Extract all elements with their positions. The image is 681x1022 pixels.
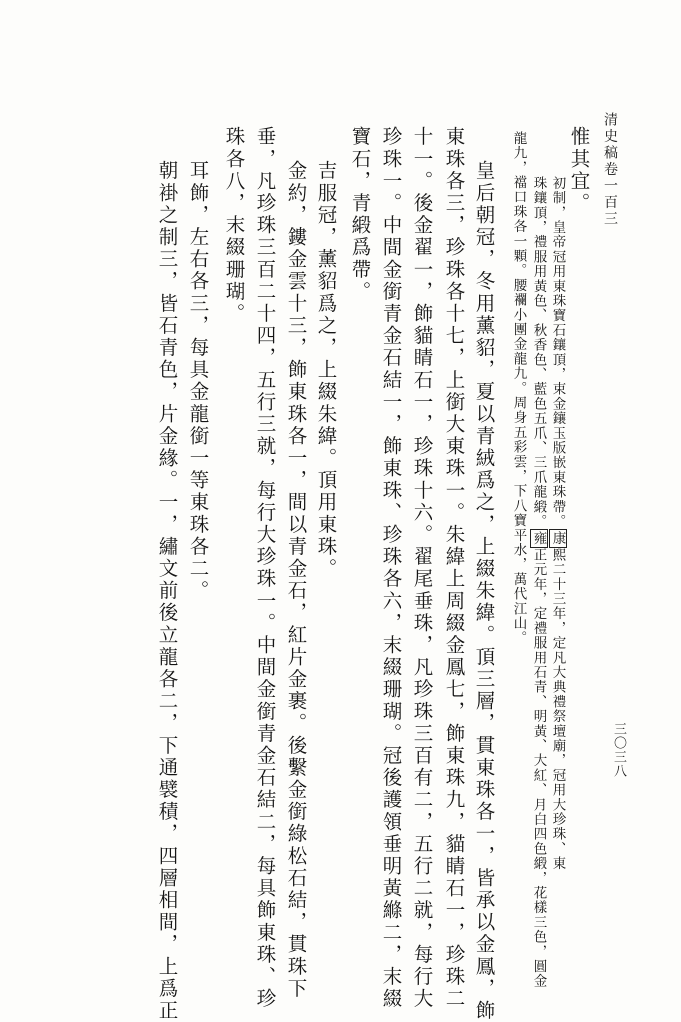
annotation-text: 初制，皇帝冠用東珠寶石鑲頂，束金鑲玉版嵌東珠帶。 [549,176,566,529]
annotation-text-continued: 熙二十三年，定凡大典禮祭壇廟，冠用大珍珠、東 [549,547,566,871]
text-column-1: 惟其宜。 [567,126,591,215]
page-number: 三〇三八 [611,722,626,778]
text-column-14: 耳飾，左右各三，每具金龍銜一等東珠各二。 [186,160,210,602]
text-column-7: 十一。後金翟一，飾貓睛石一，珍珠十六。翟尾垂珠，凡珍珠三百有二，五行二就，每行大 [410,126,434,1010]
boxed-character: 康 [549,530,566,546]
text-column-2 [550,176,564,871]
text-column-15: 朝褂之制三，皆石青色，片金緣。一，繡文前後立龍各二，下通襞積，四層相間，上爲正 [155,160,179,1022]
page-header: 清史稿卷一百三 [602,112,618,228]
text-column-3 [531,176,545,989]
text-column-12: 垂，凡珍珠三百二十四，五行三就，每行大珍珠一。中間金銜青金石結二，每具飾東珠、珍 [253,126,277,1010]
text-column-8: 珍珠一。中間金銜青金石結一，飾東珠、珍珠各六，末綴珊瑚。冠後護領垂明黃縧二，末綴 [379,126,403,1010]
text-column-13: 珠各八，末綴珊瑚。 [222,126,246,325]
text-column-6: 東珠各三，珍珠各十七，上銜大東珠一。朱緯上周綴金鳳七，飾東珠九，貓睛石一，珍珠二 [442,126,466,1010]
text-column-4: 龍九，襠口珠各一顆。腰襴小團金龍九。周身五彩雲，下八寶平水，萬代江山。 [510,131,527,646]
annotation-text-continued: 正元年，定禮服用石青、明黃、大紅、月白四色緞，花樣三色，圓金 [530,547,547,989]
text-column-5: 皇后朝冠，冬用薰貂，夏以青絨爲之，上綴朱緯。頂三層，貫東珠各一，皆承以金鳳，飾 [472,160,496,1022]
text-column-9: 寶石，青緞爲帶。 [348,126,372,303]
annotation-text: 珠鑲頂，禮服用黃色、秋香色、藍色五爪、三爪龍緞。 [530,176,547,529]
text-column-10: 吉服冠，薰貂爲之，上綴朱緯。頂用東珠。 [314,160,338,580]
boxed-character: 雍 [530,530,547,546]
text-column-11: 金約，鏤金雲十三，飾東珠各一，間以青金石，紅片金裹。後繫金銜綠松石結，貫珠下 [284,160,308,1000]
